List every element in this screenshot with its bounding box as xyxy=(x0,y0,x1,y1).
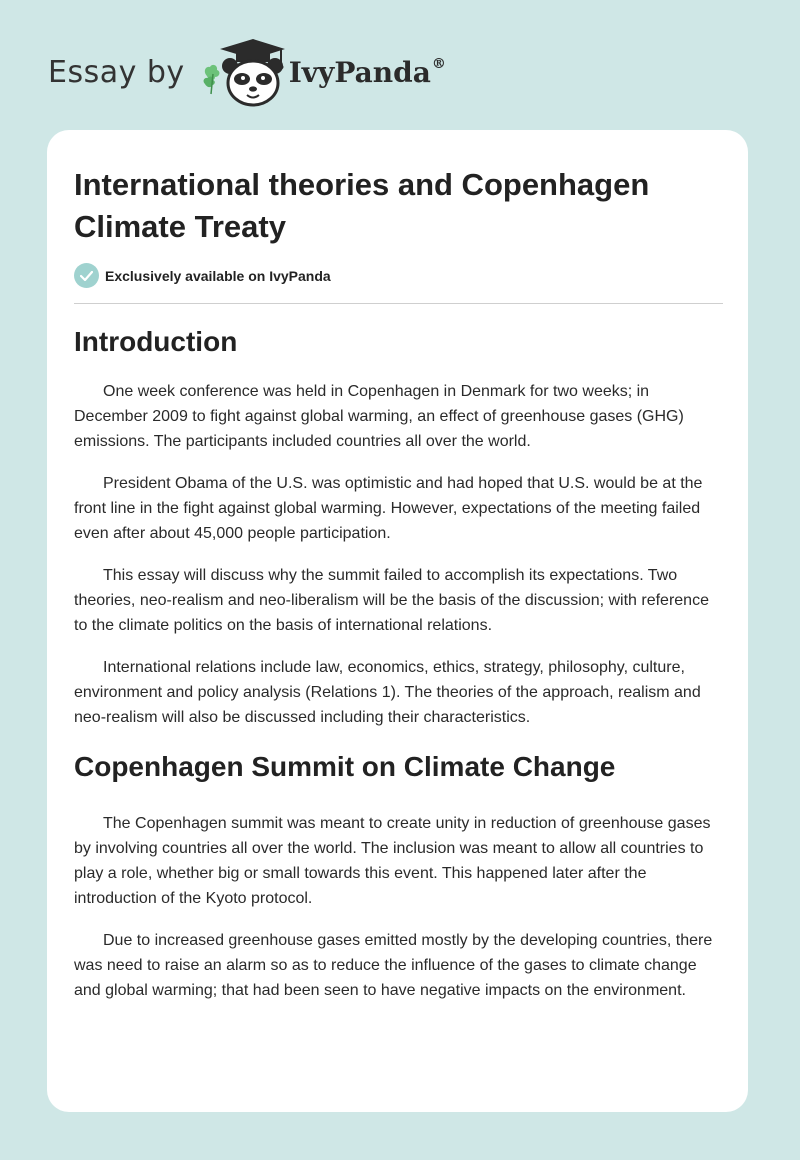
section-heading: Introduction xyxy=(74,326,238,357)
paragraph: The Copenhagen summit was meant to create unity in reduction of greenhouse gases by involving countries all over the world. The inclusion was meant to allow all countries to play a role, whether big or small towards this event. This happened later after the introduction of the Kyoto protocol. xyxy=(74,815,711,907)
section-heading: Copenhagen Summit on Climate Change xyxy=(74,751,616,782)
essay-title: International theories and Copenhagen Climate Treaty xyxy=(74,167,650,244)
brand-text: IvyPanda xyxy=(288,55,431,89)
essay-by-label: Essay by xyxy=(48,54,185,90)
paragraph: One week conference was held in Copenhagen in Denmark for two weeks; in December 2009 to fight against global warming, an effect of greenhouse gases (GHG) emissions. The participants included countries all over the world. xyxy=(74,383,684,450)
paragraph: Due to increased greenhouse gases emitted mostly by the developing countries, there was need to raise an alarm so as to reduce the influence of the gases to climate change and global warming; that had been seen to have negative impacts on the environment. xyxy=(74,932,713,999)
badge-text: Exclusively available on IvyPanda xyxy=(105,267,331,284)
site-header xyxy=(48,36,446,108)
brand-name[interactable] xyxy=(289,56,446,89)
paragraph: This essay will discuss why the summit failed to accomplish its expectations. Two theories, neo-realism and neo-liberalism will be the basis of the discussion; with reference to the climate politics on the basis of international relations. xyxy=(74,567,709,634)
check-circle-icon xyxy=(74,263,99,288)
ivy-leaf-icon xyxy=(203,65,219,94)
paragraph: President Obama of the U.S. was optimistic and had hoped that U.S. would be at the front line in the fight against global warming. However, expectations of the meeting failed even after about 45,000 people participation. xyxy=(74,475,703,542)
registered-mark: ® xyxy=(431,55,446,72)
panda-logo-icon[interactable] xyxy=(201,36,287,108)
exclusive-badge xyxy=(74,263,331,288)
paragraph: International relations include law, economics, ethics, strategy, philosophy, culture, environment and policy analysis (Relations 1). The theories of the approach, realism and neo-realism will also be discussed including their characteristics. xyxy=(74,659,701,726)
essay-body xyxy=(74,322,724,1020)
essay-card xyxy=(47,130,748,1112)
divider xyxy=(74,303,723,304)
